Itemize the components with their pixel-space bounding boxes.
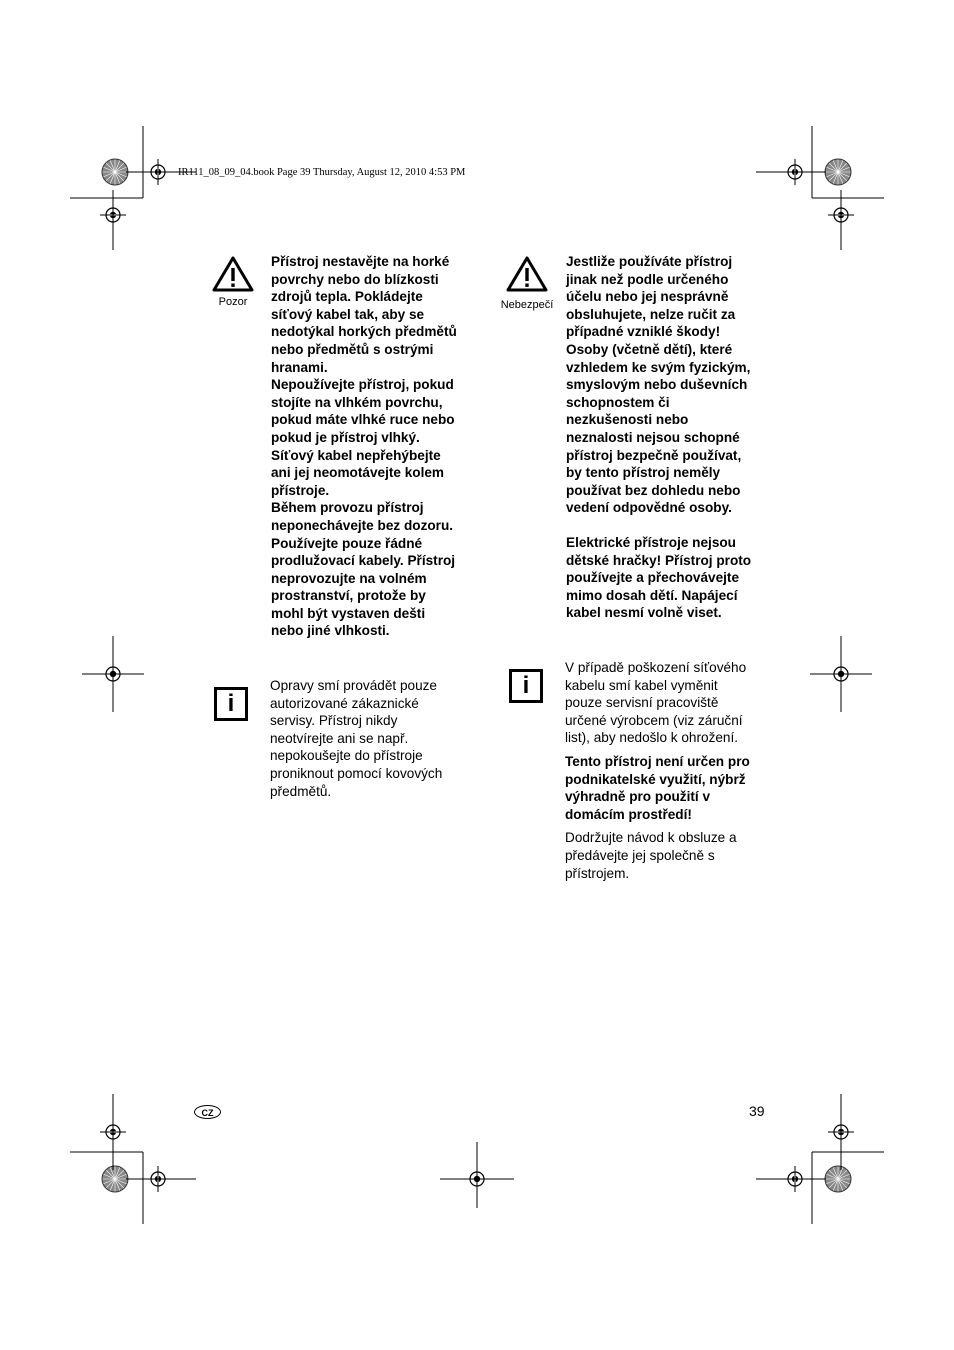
text-line: přístroj bezpečně používat, bbox=[566, 447, 742, 463]
text-line: neotvírejte ani se např. bbox=[270, 730, 409, 746]
text-line: používejte a přechovávejte bbox=[566, 570, 740, 586]
text-line: předávejte jej společně s bbox=[565, 847, 715, 863]
text-line: povrchy nebo do blízkosti bbox=[271, 271, 439, 287]
registration-star-icon bbox=[825, 159, 851, 185]
text-line: jinak než podle určeného bbox=[566, 271, 729, 287]
text-line: autorizované zákaznické bbox=[270, 695, 419, 711]
danger-label: Nebezpečí bbox=[500, 299, 554, 311]
text-line: nebo jiné vlhkosti. bbox=[271, 623, 390, 639]
text-line: by tento přístroj neměly bbox=[566, 465, 721, 481]
text-line: Opravy smí provádět pouze bbox=[270, 678, 437, 693]
text-line: pokud je přístroj vlhký. bbox=[271, 429, 420, 445]
warning-triangle-icon bbox=[211, 255, 255, 293]
text-line: proniknout pomocí kovových bbox=[270, 765, 443, 781]
right-warning-block bbox=[496, 255, 558, 311]
left-warning-text bbox=[271, 253, 471, 640]
text-line: domácím prostředí! bbox=[565, 806, 692, 822]
text-line: hranami. bbox=[271, 359, 328, 375]
text-line: případné vzniklé škody! bbox=[566, 324, 721, 340]
text-line: neponechávejte bez dozoru. bbox=[271, 517, 454, 533]
info-icon: i bbox=[509, 669, 543, 703]
warning-triangle-icon bbox=[505, 255, 549, 293]
text-line: neznalosti nejsou schopné bbox=[566, 429, 740, 445]
text-line: nedotýkal horkých předmětů bbox=[271, 324, 457, 340]
text-line: Síťový kabel nepřehýbejte bbox=[271, 447, 441, 463]
text-line: list), aby nedošlo k ohrožení. bbox=[565, 730, 739, 746]
text-line: ani jej neomotávejte kolem bbox=[271, 465, 445, 481]
text-line: servisy. Přístroj nikdy bbox=[270, 713, 398, 729]
registration-star-icon bbox=[102, 159, 128, 185]
text-line: určené výrobcem (viz záruční bbox=[565, 712, 743, 728]
text-line: vedení odpovědné osoby. bbox=[566, 500, 732, 516]
text-line: síťový kabel tak, aby se bbox=[271, 306, 425, 322]
text-line: přístrojem. bbox=[565, 865, 630, 881]
text-line: Tento přístroj není určen pro bbox=[565, 753, 750, 769]
text-line: podnikatelské využití, nýbrž bbox=[565, 771, 746, 787]
text-line: Během provozu přístroj bbox=[271, 500, 424, 516]
text-line: výhradně pro použití v bbox=[565, 789, 711, 805]
text-line: prodlužovací kabely. Přístroj bbox=[271, 553, 456, 569]
registration-star-icon bbox=[825, 1166, 851, 1192]
country-code-badge: CZ bbox=[194, 1105, 221, 1119]
text-line: používat bez dohledu nebo bbox=[566, 482, 741, 498]
text-line: pokud máte vlhké ruce nebo bbox=[271, 412, 455, 428]
text-line: Používejte pouze řádné bbox=[271, 535, 423, 551]
text-line: schopnostem či bbox=[566, 394, 670, 410]
text-line: dětské hračky! Přístroj proto bbox=[566, 552, 752, 568]
left-info-text bbox=[270, 677, 470, 800]
text-line: zdrojů tepla. Pokládejte bbox=[271, 289, 423, 305]
text-line: nezkušenosti nebo bbox=[566, 412, 689, 428]
right-warning-text bbox=[566, 253, 766, 622]
text-line: nebo předmětů s ostrými bbox=[271, 341, 434, 357]
text-line: kabel nesmí volně viset. bbox=[566, 605, 722, 621]
text-line: nepokoušejte do přístroje bbox=[270, 748, 423, 764]
text-line: obsluhujete, nelze ručit za bbox=[566, 306, 736, 322]
text-line: Jestliže používáte přístroj bbox=[566, 254, 733, 269]
text-line: přístroje. bbox=[271, 482, 330, 498]
text-line: předmětů. bbox=[270, 783, 332, 799]
text-line: mohl být vystaven dešti bbox=[271, 605, 426, 621]
text-line: mimo dosah dětí. Napájecí bbox=[566, 587, 738, 603]
warning-label: Pozor bbox=[218, 296, 248, 308]
text-line: Osoby (včetně dětí), které bbox=[566, 341, 733, 357]
text-line: Nepoužívejte přístroj, pokud bbox=[271, 377, 454, 393]
text-line: účelu nebo jej nesprávně bbox=[566, 289, 729, 305]
text-line: smyslovým nebo duševních bbox=[566, 377, 748, 393]
right-info-text bbox=[565, 659, 770, 882]
print-header: IR111_08_09_04.book Page 39 Thursday, August 12, 2010 4:53 PM bbox=[178, 167, 466, 178]
left-warning-block bbox=[207, 255, 259, 308]
text-line: Elektrické přístroje nejsou bbox=[566, 534, 736, 550]
info-icon: i bbox=[214, 687, 248, 721]
text-line: kabelu smí kabel vyměnit bbox=[565, 677, 718, 693]
text-line: pouze servisní pracoviště bbox=[565, 695, 719, 711]
registration-star-icon bbox=[102, 1166, 128, 1192]
text-line: V případě poškození síťového bbox=[565, 660, 747, 675]
text-line: Přístroj nestavějte na horké bbox=[271, 254, 450, 269]
text-line: Dodržujte návod k obsluze a bbox=[565, 830, 737, 846]
text-line: neprovozujte na volném bbox=[271, 570, 427, 586]
text-line: stojíte na vlhkém povrchu, bbox=[271, 394, 443, 410]
text-line: prostranství, protože by bbox=[271, 588, 426, 604]
page-number: 39 bbox=[749, 1103, 765, 1119]
text-line: vzhledem ke svým fyzickým, bbox=[566, 359, 751, 375]
